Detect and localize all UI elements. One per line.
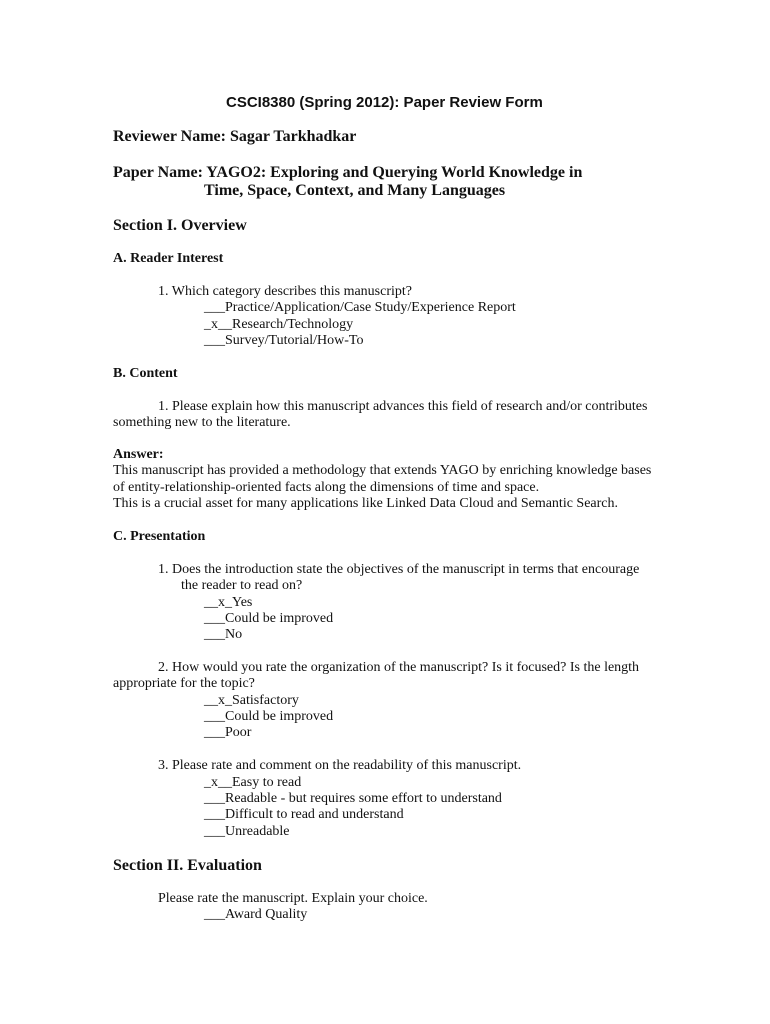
organization-option-improved: ___Could be improved <box>204 709 334 724</box>
intro-question-line2: the reader to read on? <box>181 578 303 593</box>
intro-option-improved: ___Could be improved <box>204 611 334 626</box>
intro-option-no: ___No <box>204 627 243 642</box>
answer-line1: This manuscript has provided a methodology that extends YAGO by enriching knowledge bases <box>113 463 652 478</box>
content-question-line1: 1. Please explain how this manuscript advances this field of research and/or contributes <box>158 399 648 414</box>
answer-line3: This is a crucial asset for many applications like Linked Data Cloud and Semantic Search. <box>113 496 619 511</box>
reader-interest-heading: A. Reader Interest <box>113 251 224 266</box>
content-question-line2: something new to the literature. <box>113 415 291 430</box>
evaluation-option-award: ___Award Quality <box>204 907 308 922</box>
readability-question: 3. Please rate and comment on the readability of this manuscript. <box>158 758 522 773</box>
paper-name-line2: Time, Space, Context, and Many Languages <box>204 182 506 199</box>
readability-option-easy: _x__Easy to read <box>204 775 302 790</box>
form-title: CSCI8380 (Spring 2012): Paper Review Form <box>226 94 543 111</box>
intro-question-line1: 1. Does the introduction state the objectives of the manuscript in terms that encourage <box>158 562 640 577</box>
organization-option-poor: ___Poor <box>204 725 252 740</box>
readability-option-readable: ___Readable - but requires some effort to understand <box>204 791 502 806</box>
category-option-practice: ___Practice/Application/Case Study/Experience Report <box>204 300 516 315</box>
category-option-research: _x__Research/Technology <box>204 317 354 332</box>
readability-option-difficult: ___Difficult to read and understand <box>204 807 404 822</box>
paper-name-line1: Paper Name: YAGO2: Exploring and Querying World Knowledge in <box>113 164 583 181</box>
presentation-heading: C. Presentation <box>113 529 206 544</box>
reviewer-name: Reviewer Name: Sagar Tarkhadkar <box>113 128 357 145</box>
evaluation-prompt: Please rate the manuscript. Explain your choice. <box>158 891 428 906</box>
content-heading: B. Content <box>113 366 178 381</box>
answer-label: Answer: <box>113 447 164 462</box>
answer-line2: of entity-relationship-oriented facts along the dimensions of time and space. <box>113 480 540 495</box>
section-overview-heading: Section I. Overview <box>113 217 247 234</box>
intro-option-yes: __x_Yes <box>204 595 253 610</box>
category-option-survey: ___Survey/Tutorial/How-To <box>204 333 364 348</box>
organization-option-satisfactory: __x_Satisfactory <box>204 693 299 708</box>
organization-question-line2: appropriate for the topic? <box>113 676 255 691</box>
organization-question-line1: 2. How would you rate the organization of the manuscript? Is it focused? Is the length <box>158 660 640 675</box>
section-evaluation-heading: Section II. Evaluation <box>113 857 262 874</box>
readability-option-unreadable: ___Unreadable <box>204 824 290 839</box>
category-question: 1. Which category describes this manuscript? <box>158 284 412 299</box>
